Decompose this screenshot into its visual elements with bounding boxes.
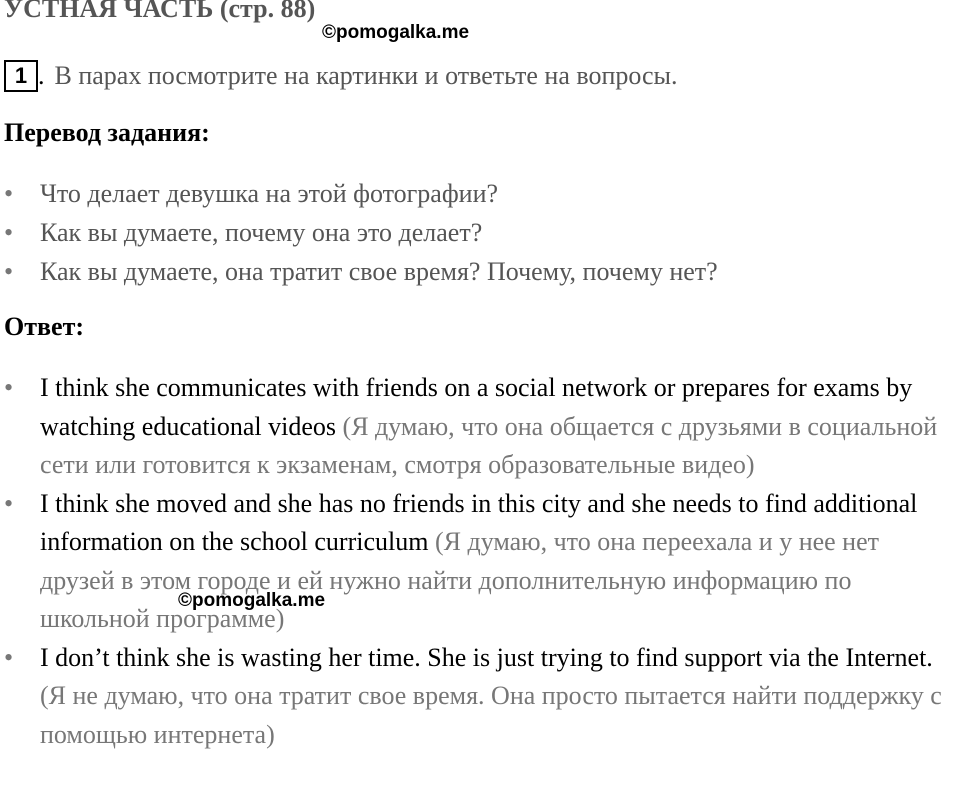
answer-english: I don’t think she is wasting her time. She is just trying to find support via the Internet. (40, 642, 933, 672)
answer-item (0, 485, 950, 639)
translation-list (0, 174, 960, 291)
watermark-top: ©pomogalka.me (322, 22, 470, 43)
answer-list (0, 369, 950, 754)
translation-item: • Как вы думаете, почему она это делает? (0, 213, 960, 252)
translation-heading: Перевод задания: (4, 118, 210, 147)
task-number-dot: . (38, 61, 45, 90)
answer-english: I think she moved and she has no friends in this city and she needs to find additional information on the school curriculum (40, 488, 918, 556)
answer-heading: Ответ: (4, 312, 85, 341)
answer-translation: (Я думаю, что она переехала и у нее нет друзей в этом городе и ей нужно найти дополнительную информацию по школьной программе) (40, 527, 879, 633)
translation-item: • Что делает девушка на этой фотографии? (0, 174, 960, 213)
answer-translation: (Я думаю, что она общается с друзьями в социальной сети или готовится к экзаменам, смотря образовательные видео) (40, 411, 938, 479)
task-line (4, 60, 678, 92)
answer-translation: (Я не думаю, что она тратит свое время. Она просто пытается найти поддержку с помощью интернета) (40, 681, 942, 749)
page-title: УСТНАЯ ЧАСТЬ (стр. 88) (4, 0, 316, 23)
answer-item (0, 639, 950, 755)
answer-item (0, 369, 950, 485)
translation-item: • Как вы думаете, она тратит свое время? Почему, почему нет? (0, 252, 960, 291)
watermark-middle: ©pomogalka.me (178, 590, 326, 611)
task-text: В парах посмотрите на картинки и ответьте на вопросы. (54, 61, 678, 90)
task-number-box: 1 (4, 60, 38, 92)
answer-english: I think she communicates with friends on a social network or prepares for exams by watching educational videos (40, 373, 913, 441)
